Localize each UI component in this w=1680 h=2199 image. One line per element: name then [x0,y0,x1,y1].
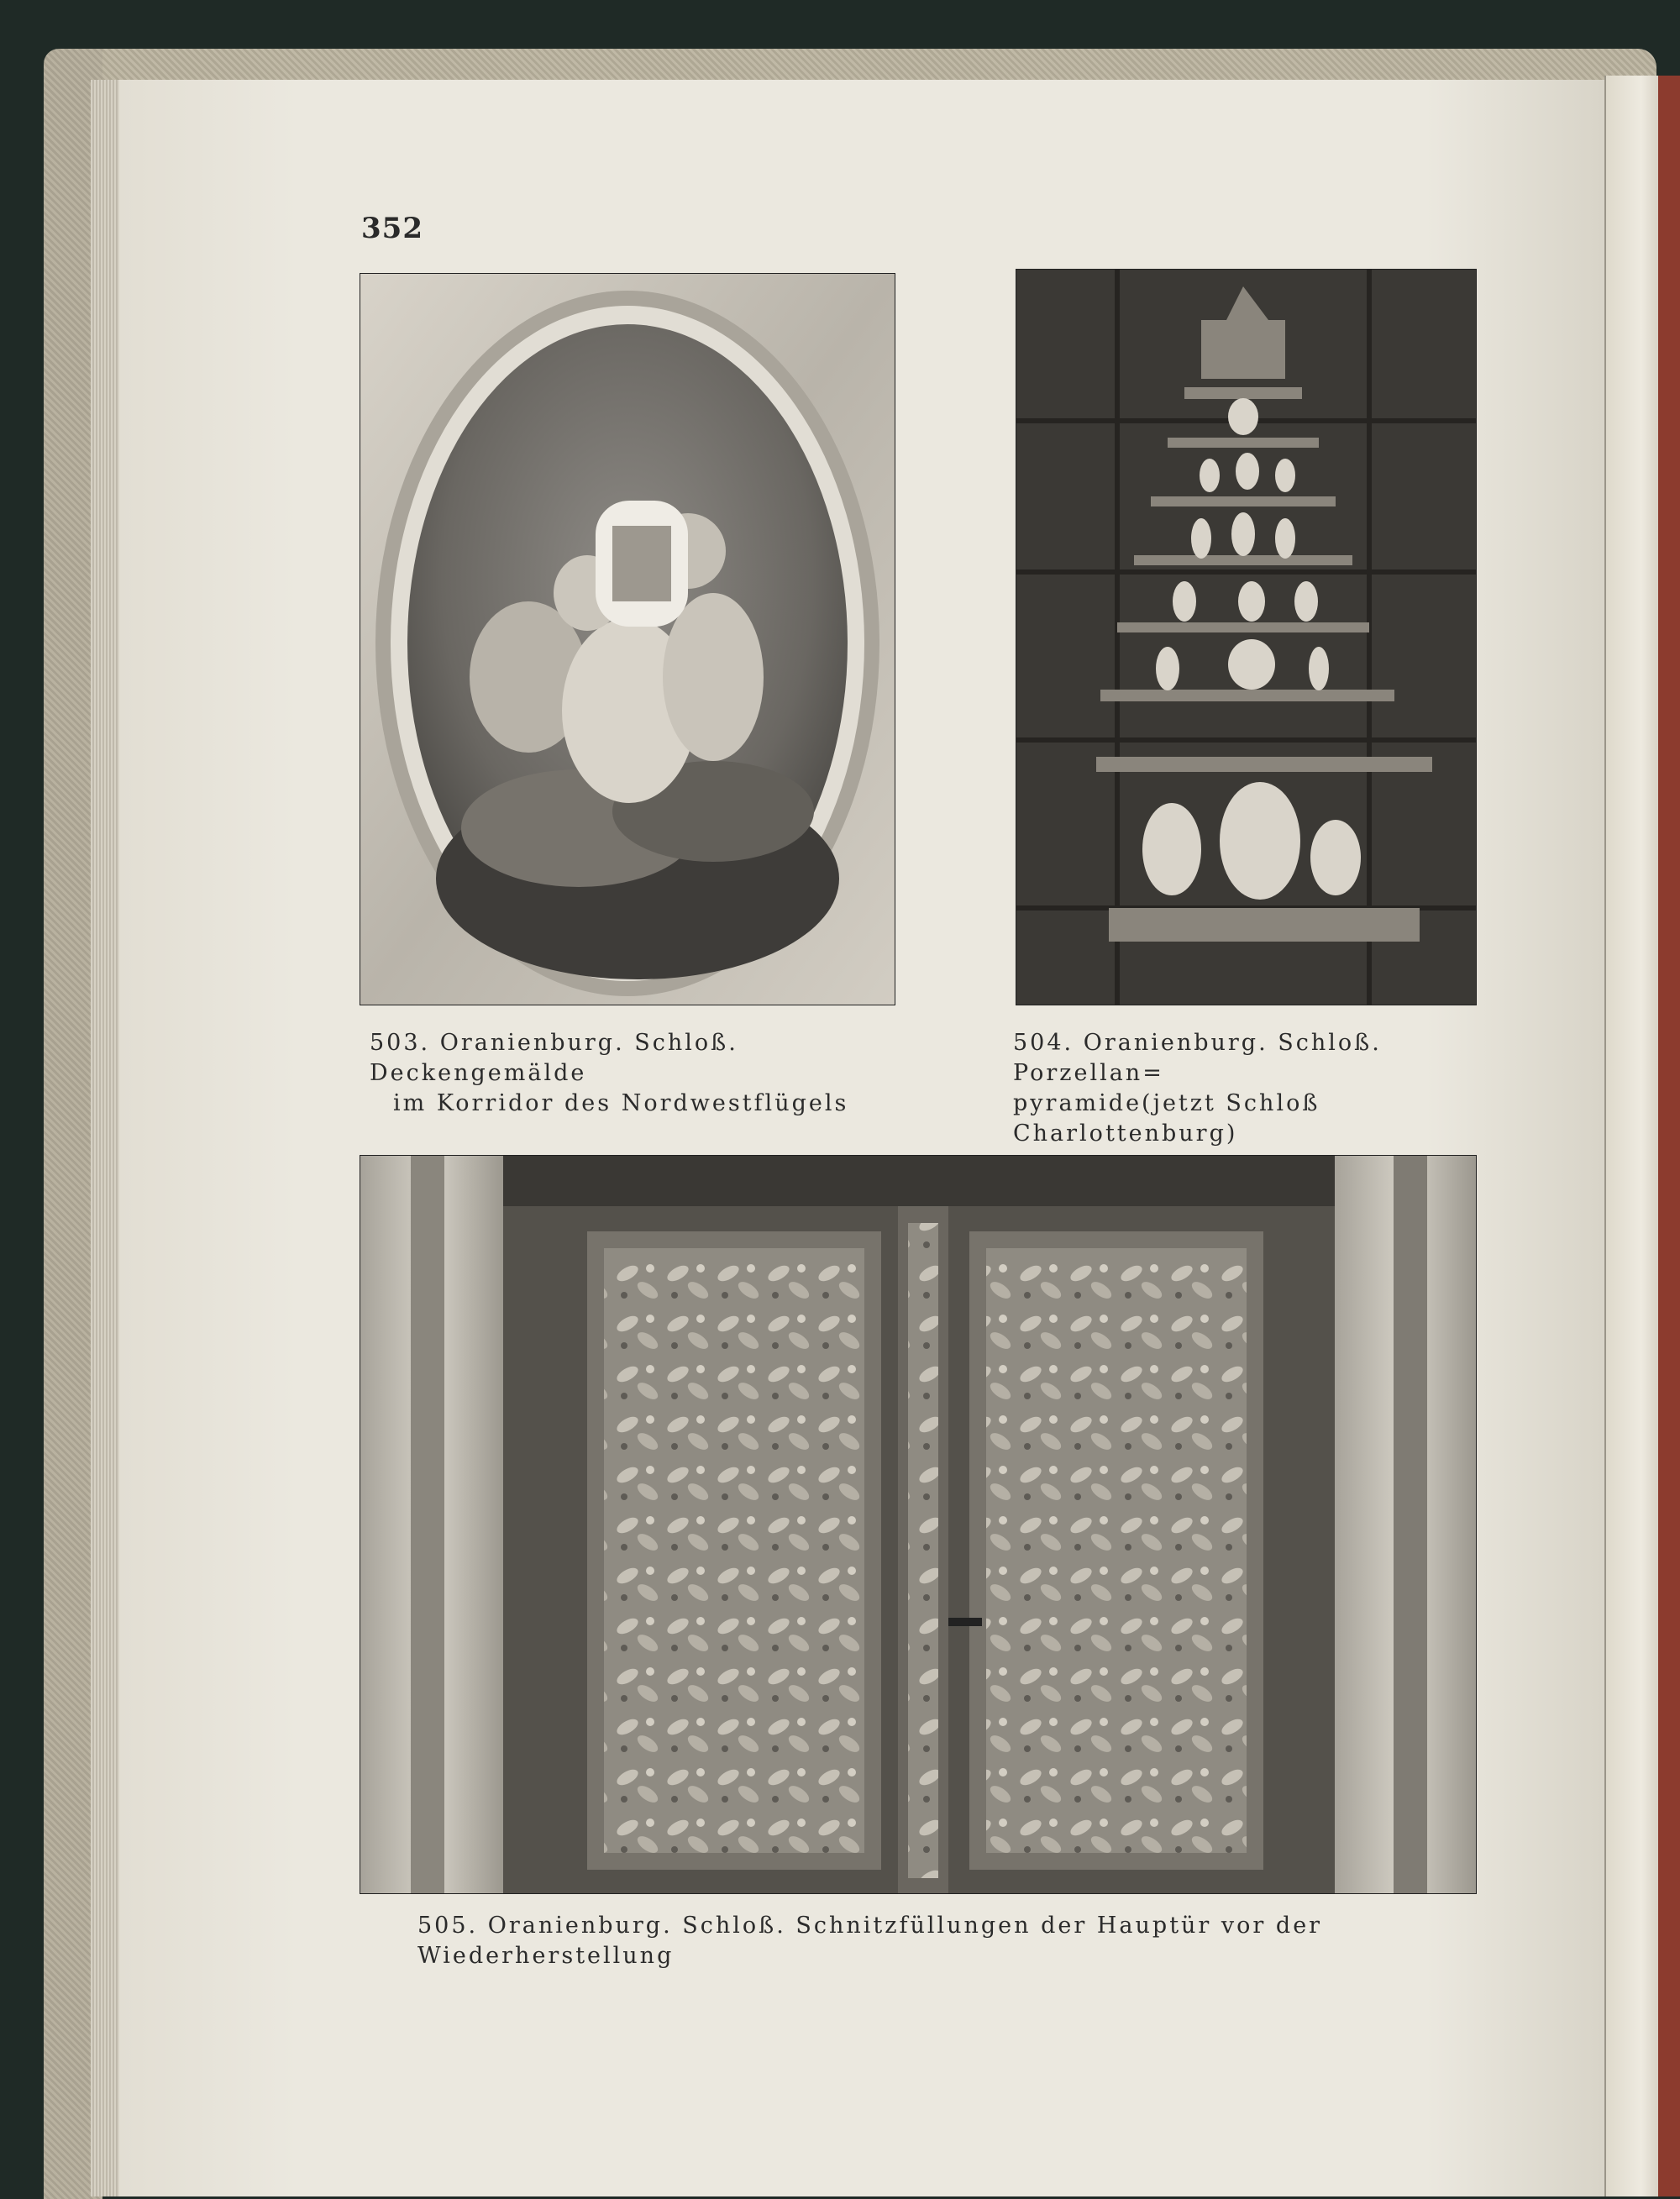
carved-door-image [360,1156,1476,1893]
figure-504-caption-line-1: 504. Oranienburg. Schloß. Porzellan= [1013,1030,1382,1086]
figure-503-caption [370,1028,907,1119]
figure-503-caption-line-1: 503. Oranienburg. Schloß. Deckengemälde [370,1030,738,1086]
figure-503-caption-line-2: im Korridor des Nordwestflügels [393,1090,849,1116]
porcelain-pyramid-image [1016,270,1476,1005]
page-edges [91,80,121,2196]
facing-page-edge [1604,76,1665,2196]
figure-505-photo [360,1155,1477,1894]
figure-503-photo [360,273,895,1005]
figure-504-caption-line-2: pyramide(jetzt Schloß Charlottenburg) [1013,1090,1320,1147]
book-cover-right [1658,76,1680,2196]
page-number: 352 [361,212,423,245]
ceiling-painting-image [360,274,895,1005]
figure-505-caption-line-1: 505. Oranienburg. Schloß. Schnitzfüllungen der Hauptür vor der Wiederherstellung [417,1913,1323,1969]
figure-504-caption [1013,1028,1483,1149]
figure-505-caption [417,1911,1509,1971]
figure-504-photo [1016,269,1477,1005]
